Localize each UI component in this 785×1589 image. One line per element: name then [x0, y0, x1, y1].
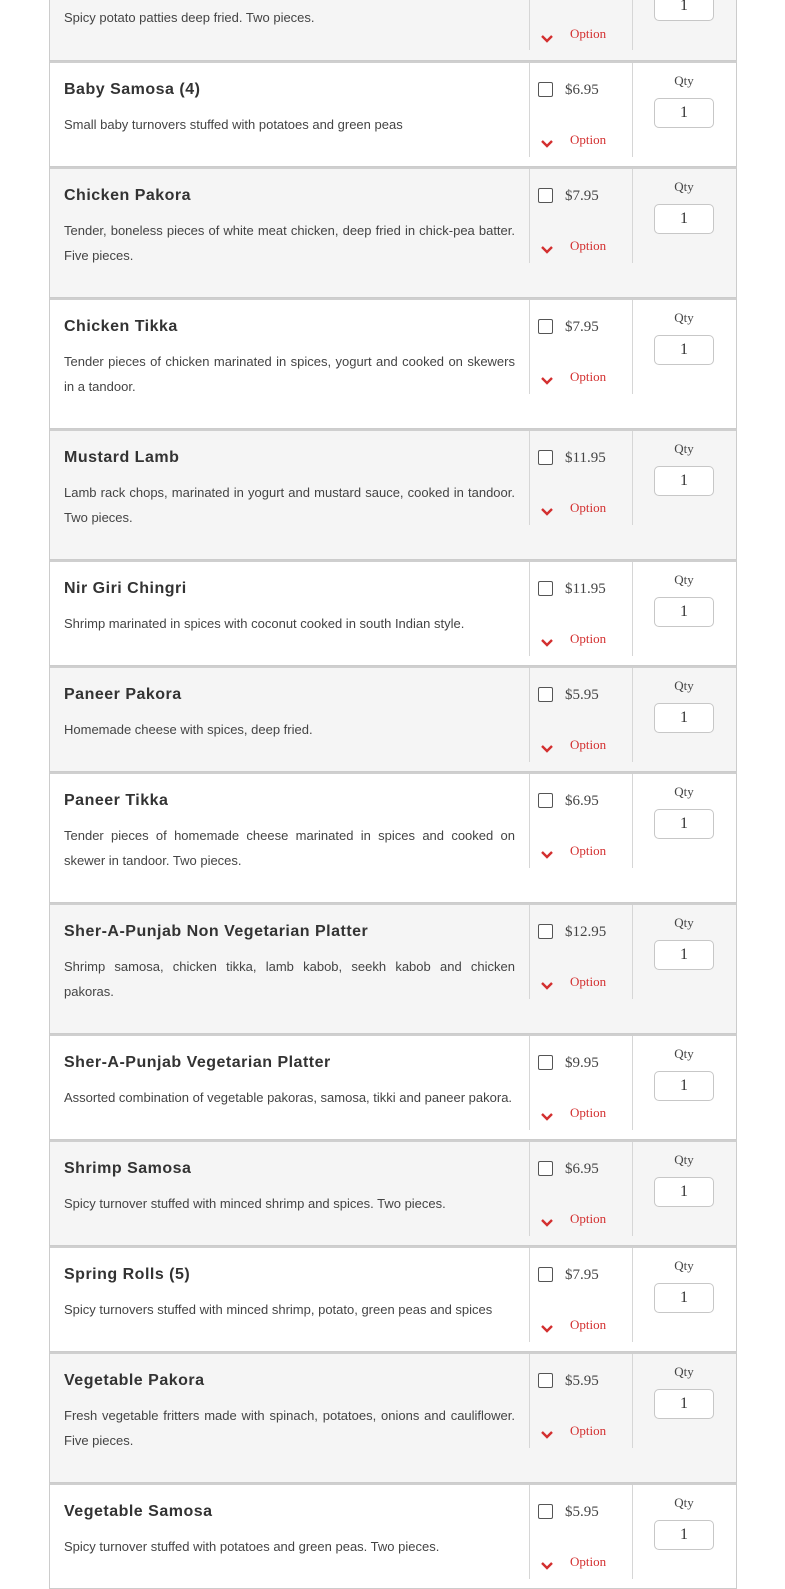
item-description: Homemade cheese with spices, deep fried.	[64, 722, 313, 737]
menu-item-row	[49, 1140, 737, 1246]
item-price: $6.95	[565, 82, 599, 98]
quantity-input[interactable]: 1	[654, 98, 714, 128]
item-description: Tender pieces of homemade cheese marinated in spices and cooked on skewer in tandoor. Two pieces.	[64, 828, 515, 868]
item-name: Spring Rolls (5)	[64, 1266, 191, 1283]
item-price: $7.95	[565, 319, 599, 335]
option-toggle[interactable]: Option	[570, 132, 607, 147]
option-column	[529, 431, 633, 525]
item-description: Spicy turnover stuffed with minced shrimp and spices. Two pieces.	[64, 1196, 446, 1211]
item-info	[64, 579, 515, 636]
item-description: Shrimp samosa, chicken tikka, lamb kabob, seekh kabob and chicken pakoras.	[64, 959, 515, 999]
item-price: $9.95	[565, 1055, 599, 1071]
chevron-down-icon[interactable]	[540, 34, 554, 44]
option-toggle[interactable]: Option	[570, 1423, 607, 1438]
qty-label: Qty	[674, 179, 694, 194]
qty-label: Qty	[674, 1152, 694, 1167]
item-price: $6.95	[565, 793, 599, 809]
option-toggle[interactable]: Option	[570, 500, 607, 515]
option-toggle[interactable]: Option	[570, 843, 607, 858]
option-toggle[interactable]: Option	[570, 1105, 607, 1120]
item-price: $11.95	[565, 450, 606, 466]
qty-label: Qty	[674, 572, 694, 587]
quantity-input[interactable]: 1	[654, 466, 714, 496]
item-price: $5.95	[565, 1373, 599, 1389]
item-name: Chicken Tikka	[64, 318, 178, 335]
menu-item-row	[49, 772, 737, 903]
select-item-checkbox[interactable]	[538, 319, 553, 334]
option-toggle[interactable]: Option	[570, 1211, 607, 1226]
option-column	[529, 0, 633, 50]
item-price: $6.95	[565, 1161, 599, 1177]
option-toggle[interactable]: Option	[570, 369, 607, 384]
select-item-checkbox[interactable]	[538, 1055, 553, 1070]
item-description: Assorted combination of vegetable pakoras, samosa, tikki and paneer pakora.	[64, 1090, 513, 1105]
item-name: Vegetable Samosa	[64, 1503, 213, 1520]
quantity-input[interactable]: 1	[654, 809, 714, 839]
select-item-checkbox[interactable]	[538, 793, 553, 808]
qty-label: Qty	[674, 784, 694, 799]
item-info	[64, 1159, 515, 1216]
option-column	[529, 300, 633, 394]
select-item-checkbox[interactable]	[538, 1161, 553, 1176]
menu-item-row	[49, 1352, 737, 1483]
item-info	[64, 791, 515, 873]
item-info	[64, 1053, 515, 1110]
item-description: Shrimp marinated in spices with coconut cooked in south Indian style.	[64, 616, 465, 631]
item-info	[64, 317, 515, 399]
option-toggle[interactable]: Option	[570, 631, 607, 646]
option-toggle[interactable]: Option	[570, 737, 607, 752]
chevron-down-icon[interactable]	[540, 638, 554, 648]
chevron-down-icon[interactable]	[540, 744, 554, 754]
select-item-checkbox[interactable]	[538, 581, 553, 596]
item-description: Small baby turnovers stuffed with potatoes and green peas	[64, 117, 403, 132]
menu-item-row	[49, 560, 737, 666]
chevron-down-icon[interactable]	[540, 1430, 554, 1440]
item-name: Sher-A-Punjab Vegetarian Platter	[64, 1054, 331, 1071]
quantity-input[interactable]: 1	[654, 940, 714, 970]
item-info	[64, 1502, 515, 1559]
item-price: $11.95	[565, 581, 606, 597]
item-description: Spicy turnover stuffed with potatoes and green peas. Two pieces.	[64, 1539, 440, 1554]
qty-label: Qty	[674, 1364, 694, 1379]
option-column	[529, 63, 633, 157]
item-name: Shrimp Samosa	[64, 1160, 192, 1177]
option-column	[529, 1036, 633, 1130]
option-column	[529, 1248, 633, 1342]
item-name: Mustard Lamb	[64, 449, 180, 466]
item-info	[64, 1265, 515, 1322]
option-column	[529, 1354, 633, 1448]
item-description: Spicy turnovers stuffed with minced shrimp, potato, green peas and spices	[64, 1302, 493, 1317]
select-item-checkbox[interactable]	[538, 924, 553, 939]
chevron-down-icon[interactable]	[540, 1218, 554, 1228]
menu-item-list	[49, 0, 737, 1589]
item-price: $7.95	[565, 188, 599, 204]
menu-item-row	[49, 903, 737, 1034]
select-item-checkbox[interactable]	[538, 450, 553, 465]
chevron-down-icon[interactable]	[540, 981, 554, 991]
item-description: Tender pieces of chicken marinated in spices, yogurt and cooked on skewers in a tandoor.	[64, 354, 515, 394]
qty-label: Qty	[674, 678, 694, 693]
quantity-input[interactable]: 1	[654, 1389, 714, 1419]
quantity-input[interactable]: 1	[654, 1071, 714, 1101]
chevron-down-icon[interactable]	[540, 507, 554, 517]
menu-item-row	[49, 1246, 737, 1352]
quantity-input[interactable]: 1	[654, 703, 714, 733]
option-toggle[interactable]: Option	[570, 1554, 607, 1569]
option-toggle[interactable]: Option	[570, 974, 607, 989]
qty-label: Qty	[674, 1258, 694, 1273]
select-item-checkbox[interactable]	[538, 1373, 553, 1388]
chevron-down-icon[interactable]	[540, 245, 554, 255]
item-name: Baby Samosa (4)	[64, 81, 201, 98]
item-price: $7.95	[565, 1267, 599, 1283]
option-column	[529, 1485, 633, 1579]
qty-label: Qty	[674, 1046, 694, 1061]
qty-label: Qty	[674, 310, 694, 325]
item-name: Sher-A-Punjab Non Vegetarian Platter	[64, 923, 369, 940]
chevron-down-icon[interactable]	[540, 139, 554, 149]
menu-item-row	[49, 298, 737, 429]
quantity-input[interactable]: 1	[654, 1283, 714, 1313]
menu-item-row	[49, 666, 737, 772]
select-item-checkbox[interactable]	[538, 188, 553, 203]
menu-item-row	[49, 167, 737, 298]
option-toggle[interactable]: Option	[570, 238, 607, 253]
qty-label: Qty	[674, 1495, 694, 1510]
quantity-input[interactable]: 1	[654, 597, 714, 627]
option-column	[529, 905, 633, 999]
item-description: Spicy potato patties deep fried. Two pieces.	[64, 10, 315, 25]
item-price: $5.95	[565, 687, 599, 703]
select-item-checkbox[interactable]	[538, 687, 553, 702]
item-info	[64, 685, 515, 742]
option-column	[529, 668, 633, 762]
qty-label: Qty	[674, 73, 694, 88]
option-toggle[interactable]: Option	[570, 26, 607, 41]
option-column	[529, 1142, 633, 1236]
item-name: Nir Giri Chingri	[64, 580, 187, 597]
select-item-checkbox[interactable]	[538, 1504, 553, 1519]
quantity-input[interactable]: 1	[654, 0, 714, 21]
item-price: $12.95	[565, 924, 607, 940]
menu-item-row	[49, 1483, 737, 1589]
qty-label: Qty	[674, 441, 694, 456]
item-info	[64, 186, 515, 268]
item-info	[64, 1371, 515, 1453]
option-toggle[interactable]: Option	[570, 1317, 607, 1332]
select-item-checkbox[interactable]	[538, 82, 553, 97]
item-info	[64, 448, 515, 530]
quantity-input[interactable]: 1	[654, 204, 714, 234]
menu-item-row	[49, 0, 737, 61]
quantity-input[interactable]: 1	[654, 1520, 714, 1550]
item-name: Paneer Tikka	[64, 792, 169, 809]
quantity-input[interactable]: 1	[654, 335, 714, 365]
chevron-down-icon[interactable]	[540, 1561, 554, 1571]
chevron-down-icon[interactable]	[540, 850, 554, 860]
item-name: Vegetable Pakora	[64, 1372, 205, 1389]
option-column	[529, 562, 633, 656]
option-column	[529, 169, 633, 263]
menu-item-row	[49, 61, 737, 167]
item-info	[64, 922, 515, 1004]
qty-label: Qty	[674, 915, 694, 930]
item-description: Tender, boneless pieces of white meat chicken, deep fried in chick-pea batter. Five pieces.	[64, 223, 515, 263]
menu-item-row	[49, 429, 737, 560]
item-description: Lamb rack chops, marinated in yogurt and mustard sauce, cooked in tandoor. Two pieces.	[64, 485, 515, 525]
chevron-down-icon[interactable]	[540, 1112, 554, 1122]
item-price: $5.95	[565, 1504, 599, 1520]
select-item-checkbox[interactable]	[538, 1267, 553, 1282]
quantity-input[interactable]: 1	[654, 1177, 714, 1207]
item-info	[64, 80, 515, 137]
option-column	[529, 774, 633, 868]
item-name: Paneer Pakora	[64, 686, 182, 703]
menu-item-row	[49, 1034, 737, 1140]
item-name: Chicken Pakora	[64, 187, 192, 204]
chevron-down-icon[interactable]	[540, 1324, 554, 1334]
chevron-down-icon[interactable]	[540, 376, 554, 386]
item-description: Fresh vegetable fritters made with spinach, potatoes, onions and cauliflower. Five pieces.	[64, 1408, 515, 1448]
